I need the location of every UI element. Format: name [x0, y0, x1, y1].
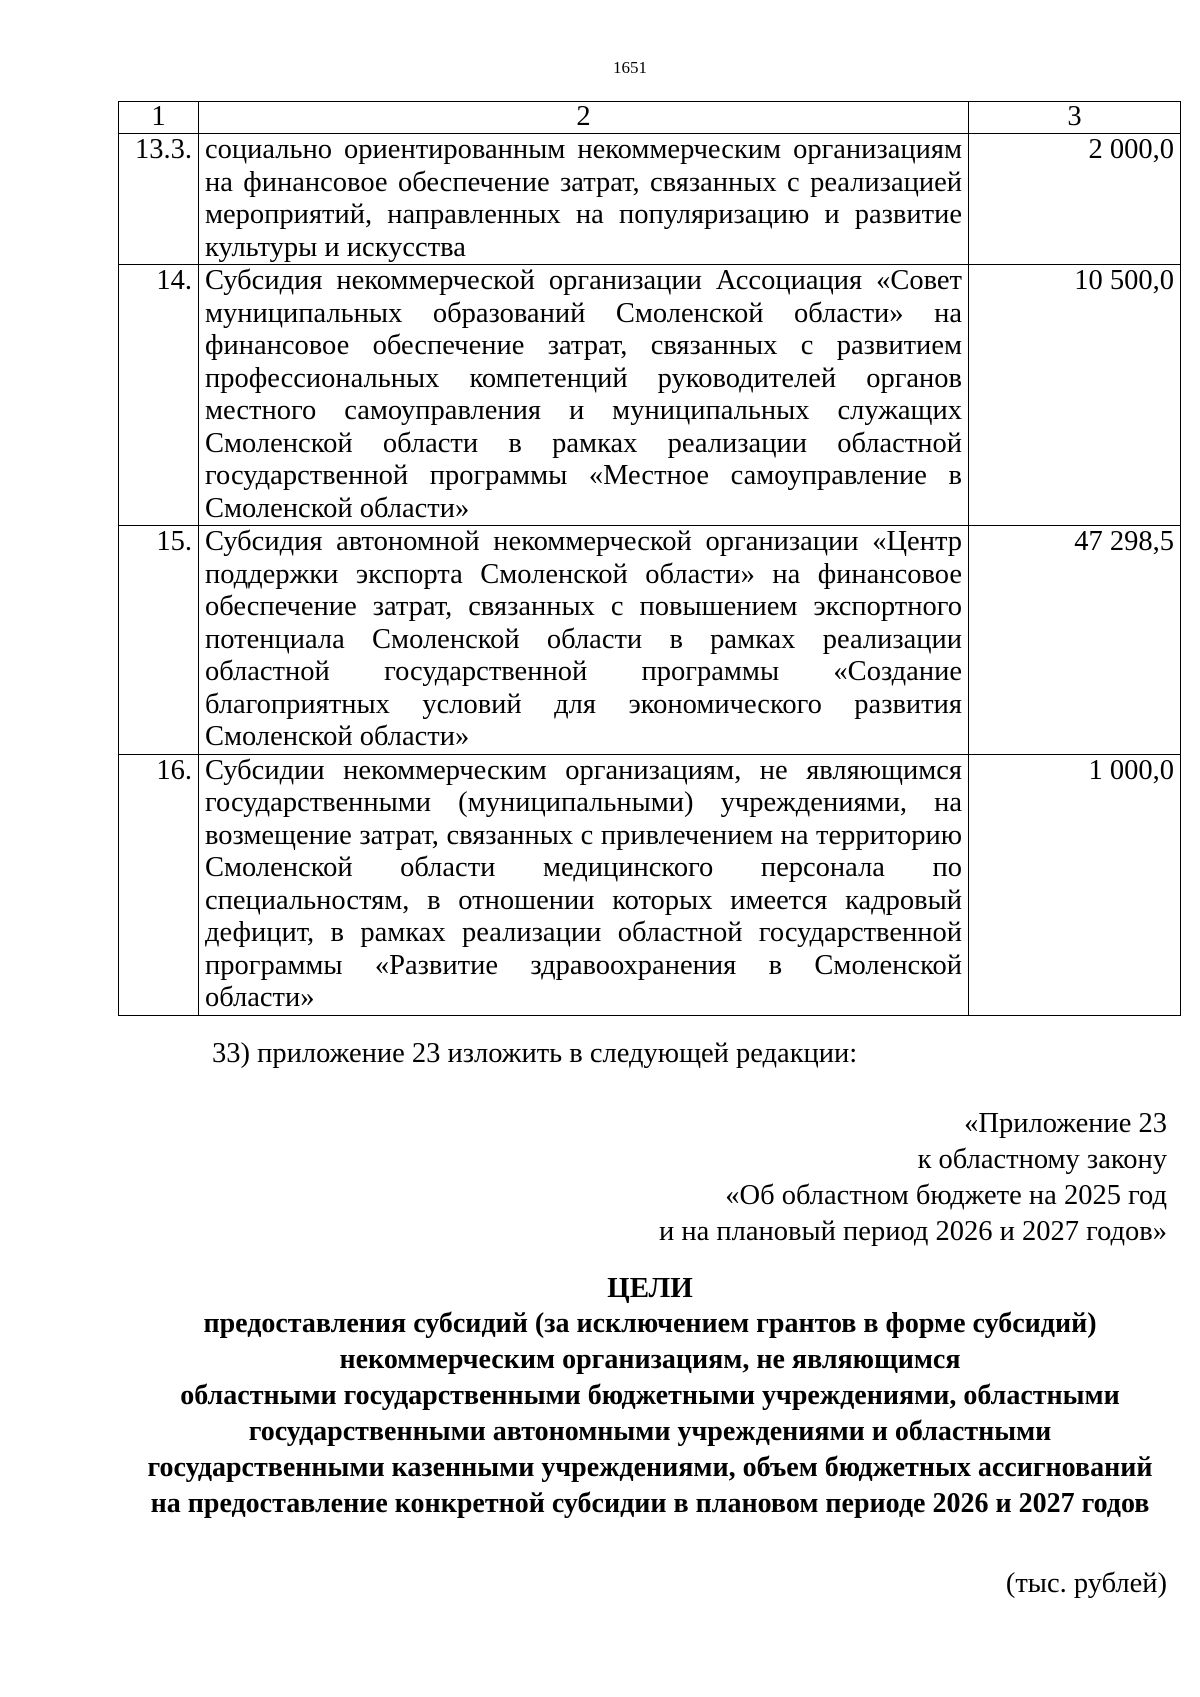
row-number: 14. — [119, 265, 199, 526]
row-amount: 47 298,5 — [969, 526, 1181, 755]
appendix-reference-line: к областному закону — [917, 1144, 1167, 1175]
column-header-description: 2 — [199, 102, 969, 134]
heading-line: областными государственными бюджетными учреждениями, областными — [180, 1380, 1120, 1411]
row-amount: 1 000,0 — [969, 754, 1181, 1015]
page-number: 1651 — [613, 58, 647, 77]
appendix-reference-line: «Об областном бюджете на 2025 год — [725, 1180, 1167, 1211]
row-number: 13.3. — [119, 134, 199, 265]
table-row — [119, 526, 1181, 755]
heading-line: государственными казенными учреждениями, объем бюджетных ассигнований — [147, 1452, 1153, 1483]
subsidy-table — [118, 101, 1181, 1016]
heading-title: ЦЕЛИ — [607, 1272, 693, 1304]
row-description: социально ориентированным некоммерческим организациям на финансовое обеспечение затрат, связанных с реализацией мероприятий, направленных на популяризацию и развитие культуры и искусства — [199, 134, 969, 265]
row-amount: 10 500,0 — [969, 265, 1181, 526]
row-description: Субсидии некоммерческим организациям, не являющимся государственными (муниципальными) учреждениями, на возмещение затрат, связанных с привлечением на территорию Смоленской области медицинского персонала по специальностям, в отношении которых имеется кадровый дефицит, в рамках реализации областной государственной программы «Развитие здравоохранения в Смоленской области» — [199, 754, 969, 1015]
row-description: Субсидия автономной некоммерческой организации «Центр поддержки экспорта Смоленской области» на финансовое обеспечение затрат, связанных с повышением экспортного потенциала Смоленской области в рамках реализации областной государственной программы «Создание благоприятных условий для экономического развития Смоленской области» — [199, 526, 969, 755]
document-heading — [120, 1270, 1180, 1522]
row-number: 16. — [119, 754, 199, 1015]
heading-line: предоставления субсидий (за исключением грантов в форме субсидий) — [203, 1308, 1097, 1339]
table-row — [119, 134, 1181, 265]
heading-line: на предоставление конкретной субсидии в плановом периоде 2026 и 2027 годов — [150, 1488, 1150, 1519]
heading-line: государственными автономными учреждениями и областными — [248, 1416, 1052, 1447]
column-header-amount: 3 — [969, 102, 1181, 134]
column-header-number: 1 — [119, 102, 199, 134]
appendix-reference-line: и на плановый период 2026 и 2027 годов» — [659, 1216, 1167, 1247]
amendment-instruction: 33) приложение 23 изложить в следующей редакции: — [212, 1038, 858, 1069]
table-header-row — [119, 102, 1181, 134]
appendix-reference — [659, 1106, 1167, 1250]
units-note: (тыс. рублей) — [1005, 1568, 1167, 1599]
row-description: Субсидия некоммерческой организации Ассоциация «Совет муниципальных образований Смоленской области» на финансовое обеспечение затрат, связанных с развитием профессиональных компетенций руководителей органов местного самоуправления и муниципальных служащих Смоленской области в рамках реализации областной государственной программы «Местное самоуправление в Смоленской области» — [199, 265, 969, 526]
heading-line: некоммерческим организациям, не являющимся — [339, 1344, 961, 1375]
row-number: 15. — [119, 526, 199, 755]
table-row — [119, 754, 1181, 1015]
appendix-reference-line: «Приложение 23 — [964, 1108, 1167, 1139]
table-row — [119, 265, 1181, 526]
row-amount: 2 000,0 — [969, 134, 1181, 265]
